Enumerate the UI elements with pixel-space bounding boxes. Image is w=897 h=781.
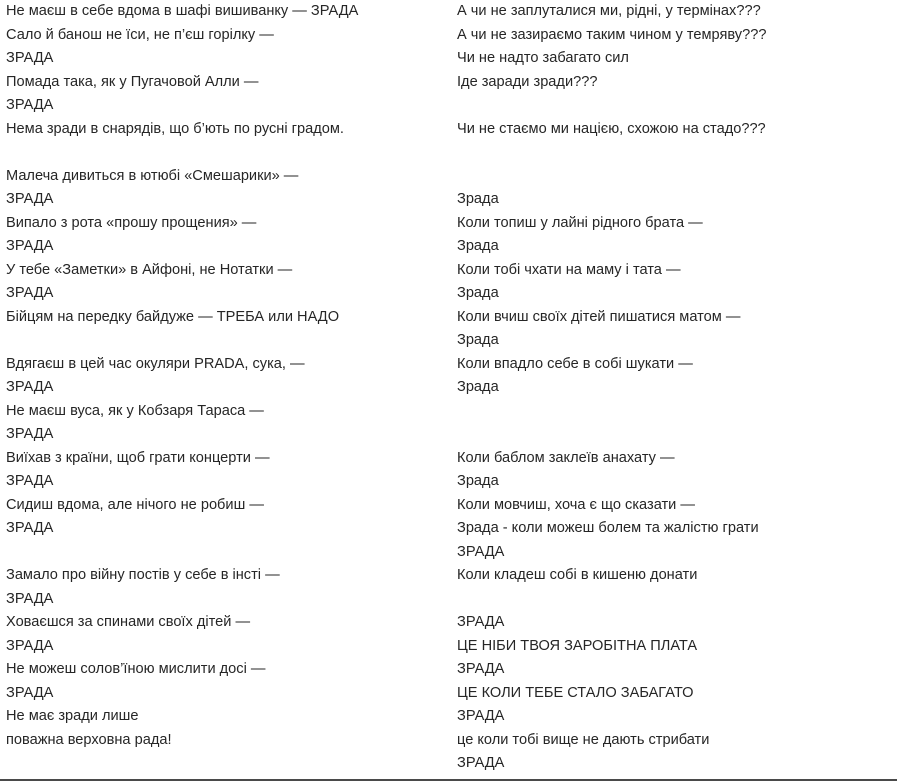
right-poem-line: Коли топиш у лайні рідного брата —: [457, 214, 703, 231]
right-poem-line: Коли мовчиш, хоча є що сказати —: [457, 496, 695, 513]
left-poem-line: поважна верховна рада!: [6, 731, 172, 748]
left-poem-line: ЗРАДА: [6, 426, 54, 442]
right-poem-line: А чи не зазираємо таким чином у темряву???: [457, 26, 767, 43]
right-blank-line: [457, 588, 887, 612]
left-poem-line: Виїхав з країни, щоб грати концерти —: [6, 449, 270, 466]
left-poem-line: Вдягаєш в цей час окуляри PRADA, сука, —: [6, 355, 305, 372]
right-poem-line: Зрада: [457, 473, 499, 489]
left-poem-line: ЗРАДА: [6, 520, 54, 536]
left-blank-line: [6, 541, 436, 565]
left-poem-line: ЗРАДА: [6, 473, 54, 489]
left-poem-line: Не можеш солов’їною мислити досі —: [6, 661, 266, 677]
right-poem-line: Коли впадло себе в собі шукати —: [457, 355, 693, 372]
right-poem-line: Коли баблом заклеїв анахату —: [457, 449, 675, 466]
left-blank-line: [6, 329, 436, 353]
right-poem-line: Зрада: [457, 332, 499, 348]
left-blank-line: [6, 141, 436, 165]
right-poem-line: ЦЕ КОЛИ ТЕБЕ СТАЛО ЗАБАГАТО: [457, 684, 694, 701]
left-poem-line: Помада така, як у Пугачовой Алли —: [6, 73, 259, 90]
left-poem-line: Сидиш вдома, але нічого не робиш —: [6, 496, 264, 513]
right-poem-line: ЗРАДА: [457, 755, 505, 771]
right-poem-line: Чи не надто забагато сил: [457, 50, 629, 66]
right-poem-line: ЗРАДА: [457, 708, 505, 724]
left-poem-line: ЗРАДА: [6, 285, 54, 301]
right-poem-line: ЗРАДА: [457, 661, 505, 677]
left-poem-line: Нема зради в снарядів, що б’ють по русні градом.: [6, 120, 344, 137]
right-poem-line: Зрада: [457, 191, 499, 207]
right-poem-line: це коли тобі вище не дають стрибати: [457, 731, 710, 748]
left-poem-line: ЗРАДА: [6, 97, 54, 113]
left-poem-line: Не має зради лише: [6, 708, 139, 724]
right-poem-line: Зрада: [457, 238, 499, 254]
right-poem-line: Зрада: [457, 285, 499, 301]
left-poem-line: Бійцям на передку байдуже — ТРЕБА или НАДО: [6, 308, 340, 325]
left-poem-line: ЗРАДА: [6, 684, 54, 701]
right-poem-line: Зрада - коли можеш болем та жалістю грати: [457, 520, 759, 536]
left-poem-line: ЗРАДА: [6, 637, 54, 654]
right-poem-line: Коли кладеш собі в кишеню донати: [457, 567, 698, 583]
right-poem-line: А чи не заплуталися ми, рідні, у термінах???: [457, 3, 761, 19]
left-poem-line: Ховаєшся за спинами своїх дітей —: [6, 614, 251, 630]
right-poem-line: Коли тобі чхати на маму і тата —: [457, 261, 681, 278]
right-poem-line: ЗРАДА: [457, 543, 505, 560]
right-blank-line: [457, 94, 887, 118]
right-poem-line: Чи не стаємо ми нацією, схожою на стадо???: [457, 120, 766, 137]
right-blank-line: [457, 165, 887, 189]
right-poem-line: Коли вчиш своїх дітей пишатися матом —: [457, 308, 741, 325]
left-poem-line: ЗРАДА: [6, 238, 54, 254]
left-poem-line: У тебе «Заметки» в Айфоні, не Нотатки —: [6, 261, 293, 278]
poem-left-column: [6, 0, 436, 752]
left-poem-line: ЗРАДА: [6, 191, 54, 207]
left-poem-line: Випало з рота «прошу прощения» —: [6, 214, 257, 231]
left-poem-line: ЗРАДА: [6, 590, 54, 607]
left-poem-line: ЗРАДА: [6, 379, 54, 395]
poem-right-column: [457, 0, 887, 776]
right-poem-line: Зрада: [457, 379, 499, 395]
left-poem-line: Сало й банош не їси, не п’єш горілку —: [6, 26, 274, 43]
left-poem-line: Замало про війну постів у себе в інсті —: [6, 567, 280, 583]
left-poem-line: Не маєш вуса, як у Кобзаря Тараса —: [6, 402, 264, 419]
left-poem-line: Не маєш в себе вдома в шафі вишиванку — ЗРАДА: [6, 3, 359, 19]
left-poem-line: ЗРАДА: [6, 50, 54, 66]
right-blank-line: [457, 141, 887, 165]
right-poem-line: ЦЕ НІБИ ТВОЯ ЗАРОБІТНА ПЛАТА: [457, 637, 698, 654]
right-blank-line: [457, 400, 887, 424]
left-poem-line: Малеча дивиться в ютюбі «Смешарики» —: [6, 167, 299, 184]
right-blank-line: [457, 423, 887, 447]
right-poem-line: Іде заради зради???: [457, 73, 598, 90]
right-poem-line: ЗРАДА: [457, 614, 505, 630]
